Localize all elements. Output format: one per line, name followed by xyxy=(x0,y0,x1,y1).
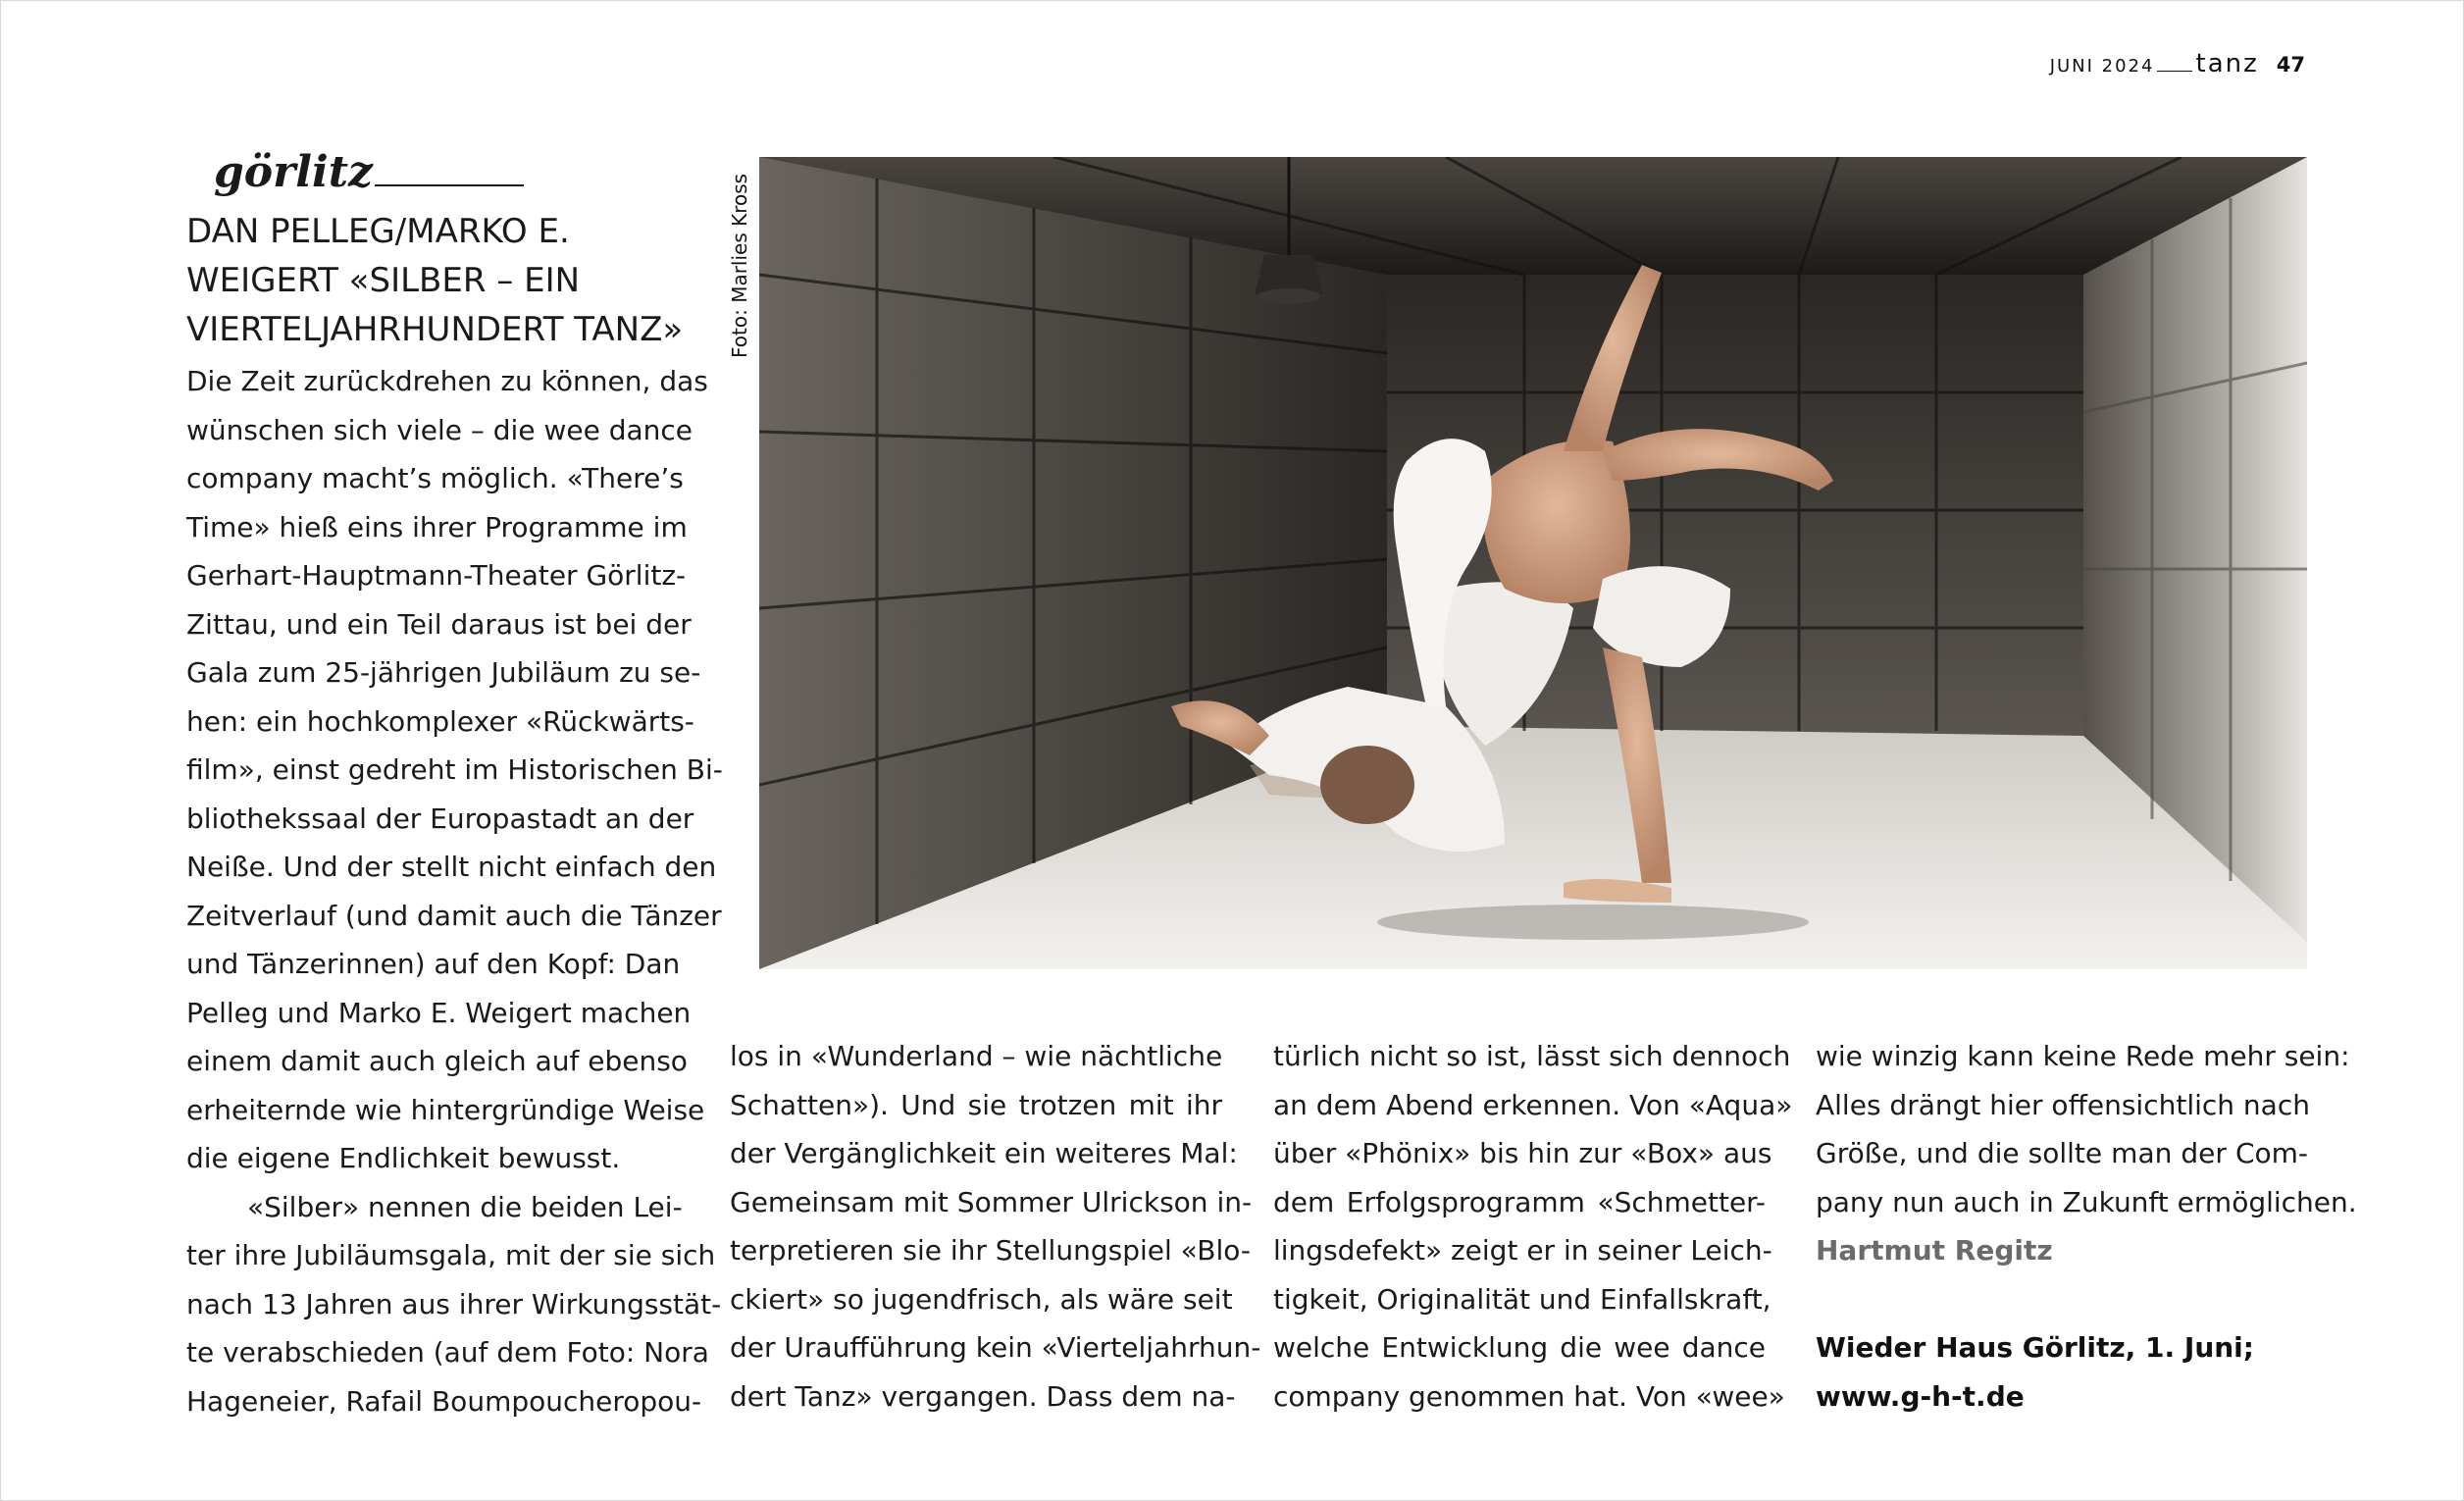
text-line: los in «Wunderland – wie nächtliche xyxy=(730,1040,1223,1072)
text-line: der Vergänglichkeit ein weiteres Mal: xyxy=(730,1137,1238,1169)
text-line: türlich nicht so ist, lässt sich dennoch xyxy=(1273,1040,1791,1072)
text-column-4 xyxy=(1816,1032,2357,1421)
text-line: dem Erfolgsprogramm «Schmetter- xyxy=(1273,1185,1766,1218)
running-head xyxy=(2050,49,2305,78)
article-headline xyxy=(186,207,696,354)
text-line: ter ihre Jubiläumsgala, mit der sie sich xyxy=(186,1239,716,1271)
issue-date: JUNI 2024 xyxy=(2049,56,2155,77)
text-line: Größe, und die sollte man der Com- xyxy=(1816,1137,2308,1169)
text-line: Schatten»). Und sie trotzen mit ihr xyxy=(730,1088,1222,1121)
city-rule xyxy=(375,184,524,186)
headline-line: DAN PELLEG/MARKO E. xyxy=(186,212,570,251)
text-line: te verabschieden (auf dem Foto: Nora xyxy=(186,1336,709,1369)
event-info: Wieder Haus Görlitz, 1. Juni; xyxy=(1816,1331,2254,1364)
text-column-1 xyxy=(186,357,723,1425)
text-line: Zittau, und ein Teil daraus ist bei der xyxy=(186,607,692,641)
text-line: über «Phönix» bis hin zur «Box» aus xyxy=(1273,1137,1772,1169)
text-line: hen: ein hochkomplexer «Rückwärts- xyxy=(186,704,694,738)
text-line: Alles drängt hier offensichtlich nach xyxy=(1816,1088,2310,1121)
text-line: dert Tanz» vergangen. Dass dem na- xyxy=(730,1379,1236,1413)
text-line: bliothekssaal der Europastadt an der xyxy=(186,802,694,835)
text-line: Gemeinsam mit Sommer Ulrickson in- xyxy=(730,1185,1253,1218)
text-line: Hageneier, Rafail Boumpoucheropou- xyxy=(186,1384,702,1418)
text-column-2 xyxy=(730,1032,1261,1421)
city-name: görlitz xyxy=(214,147,374,197)
page-number: 47 xyxy=(2276,53,2305,77)
event-link[interactable]: www.g-h-t.de xyxy=(1816,1379,2025,1413)
text-line: lingsdefekt» zeigt er in seiner Leich- xyxy=(1273,1234,1772,1267)
text-line: wie winzig kann keine Rede mehr sein: xyxy=(1816,1040,2350,1072)
text-line: an dem Abend erkennen. Von «Aqua» xyxy=(1273,1088,1793,1121)
text-line: pany nun auch in Zukunft ermöglichen. xyxy=(1816,1185,2357,1218)
text-line: und Tänzerinnen) auf den Kopf: Dan xyxy=(186,948,681,980)
text-line: welche Entwicklung die wee dance xyxy=(1273,1331,1766,1364)
text-line: wünschen sich viele – die wee dance xyxy=(186,413,693,446)
text-line: Zeitverlauf (und damit auch die Tänzer xyxy=(186,899,722,932)
text-line: die eigene Endlichkeit bewusst. xyxy=(186,1142,621,1174)
text-column-3 xyxy=(1273,1032,1793,1421)
headline-line: VIERTELJAHRHUNDERT TANZ» xyxy=(186,310,684,349)
text-line: terpretieren sie ihr Stellungspiel «Blo- xyxy=(730,1234,1252,1267)
magazine-name: tanz xyxy=(2195,49,2259,78)
text-line: Pelleg und Marko E. Weigert machen xyxy=(186,996,692,1029)
text-line: company genommen hat. Von «wee» xyxy=(1273,1379,1785,1413)
text-line: Gerhart-Hauptmann-Theater Görlitz- xyxy=(186,559,687,592)
text-line: der Uraufführung kein «Vierteljahrhun- xyxy=(730,1331,1261,1364)
text-line: erheiternde wie hintergründige Weise xyxy=(186,1093,705,1126)
photo-credit: Foto: Marlies Kross xyxy=(728,173,751,358)
text-line: nach 13 Jahren aus ihrer Wirkungsstät- xyxy=(186,1287,722,1320)
text-line: «Silber» nennen die beiden Lei- xyxy=(247,1190,683,1223)
text-line: einem damit auch gleich auf ebenso xyxy=(186,1045,688,1077)
running-head-rule xyxy=(2157,71,2192,72)
text-line: Die Zeit zurückdrehen zu können, das xyxy=(186,365,708,397)
city-label xyxy=(214,147,524,197)
headline-line: WEIGERT «SILBER – EIN xyxy=(186,261,581,300)
text-line: company macht’s möglich. «There’s xyxy=(186,462,684,494)
spacer xyxy=(1816,1275,2308,1324)
text-line: film», einst gedreht im Historischen Bi- xyxy=(186,753,723,786)
author-name: Hartmut Regitz xyxy=(1816,1234,2053,1267)
text-line: Neiße. Und der stellt nicht einfach den xyxy=(186,851,717,883)
text-line: ckiert» so jugendfrisch, als wäre seit xyxy=(730,1282,1233,1316)
text-line: Gala zum 25-jährigen Jubiläum zu se- xyxy=(186,656,701,689)
text-line: Time» hieß eins ihrer Programme im xyxy=(186,510,688,543)
dance-photo xyxy=(759,157,2307,969)
text-line: tigkeit, Originalität und Einfallskraft, xyxy=(1273,1282,1771,1316)
